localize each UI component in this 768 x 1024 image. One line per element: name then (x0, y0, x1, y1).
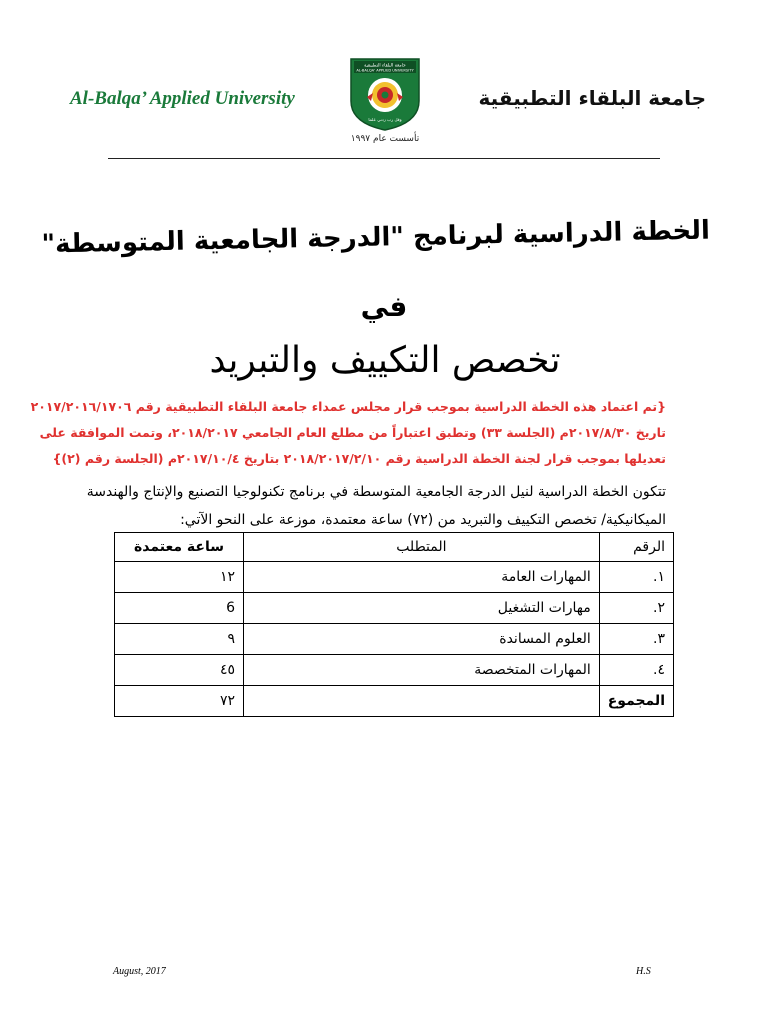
header-number: الرقم (599, 533, 673, 562)
table-total-row (115, 686, 674, 717)
row-requirement: مهارات التشغيل (244, 593, 600, 624)
row-hours: ١٢ (115, 562, 244, 593)
total-label: المجموع (599, 686, 673, 717)
document-title: الخطة الدراسية لبرنامج "الدرجة الجامعية المتوسطة" (41, 215, 711, 260)
header-requirement: المتطلب (244, 533, 600, 562)
header-credit-hours: ساعة معتمدة (115, 533, 244, 562)
row-requirement: العلوم المساندة (244, 624, 600, 655)
table-row (115, 562, 674, 593)
total-hours: ٧٢ (115, 686, 244, 717)
footer-date: August, 2017 (113, 966, 166, 977)
major-title: تخصص التكييف والتبريد (209, 340, 561, 381)
founded-year: تأسست عام ١٩٩٧ (350, 134, 420, 144)
row-requirement: المهارات العامة (244, 562, 600, 593)
logo-text-arabic: جامعة البلقاء التطبيقية (364, 63, 406, 69)
row-hours: 6 (115, 593, 244, 624)
footer-initials: H.S (636, 966, 651, 977)
credit-hours-table (114, 532, 674, 717)
row-requirement: المهارات المتخصصة (244, 655, 600, 686)
row-number: ٢. (599, 593, 673, 624)
row-hours: ٩ (115, 624, 244, 655)
logo-text-english: AL-BALQA' APPLIED UNIVERSITY (356, 68, 414, 73)
approval-note-line: تاريخ ٢٠١٧/٨/٣٠م (الجلسة ٣٣) وتطبق اعتباراً من مطلع العام الجامعي ٢٠١٨/٢٠١٧، وتمت الموافقة على (39, 425, 666, 440)
approval-note-line: {تم اعتماد هذه الخطة الدراسية بموجب قرار مجلس عمداء جامعة البلقاء التطبيقية رقم ٢٠١٧/٢٠١٦/١٧٠٦ (30, 399, 666, 414)
university-logo-icon (349, 57, 421, 132)
row-number: ١. (599, 562, 673, 593)
table-header-row (115, 533, 674, 562)
row-number: ٤. (599, 655, 673, 686)
table-row (115, 593, 674, 624)
intro-line: تتكون الخطة الدراسية لنيل الدرجة الجامعية المتوسطة في برنامج تكنولوجيا التصنيع والإنتاج والهندسة (86, 484, 666, 500)
intro-paragraph (86, 478, 666, 534)
table-row (115, 624, 674, 655)
university-name-arabic: جامعة البلقاء التطبيقية (478, 86, 706, 110)
intro-line: الميكانيكية/ تخصص التكييف والتبريد من (٧٢) ساعة معتمدة، موزعة على النحو الآتي: (180, 512, 666, 528)
total-empty-cell (244, 686, 600, 717)
row-number: ٣. (599, 624, 673, 655)
table-row (115, 655, 674, 686)
title-preposition: في (360, 290, 408, 323)
logo-motto: وقل رب زدني علما (368, 117, 402, 122)
university-name-english: Al-Balqa’ Applied University (70, 88, 295, 109)
row-hours: ٤٥ (115, 655, 244, 686)
approval-note-line: تعديلها بموجب قرار لجنة الخطة الدراسية رقم ٢٠١٨/٢٠١٧/٢/١٠ بتاريخ ٢٠١٧/١٠/٤م (الجلسة رقم (٢)} (52, 451, 666, 466)
header-divider (108, 158, 660, 159)
approval-note (30, 394, 666, 472)
